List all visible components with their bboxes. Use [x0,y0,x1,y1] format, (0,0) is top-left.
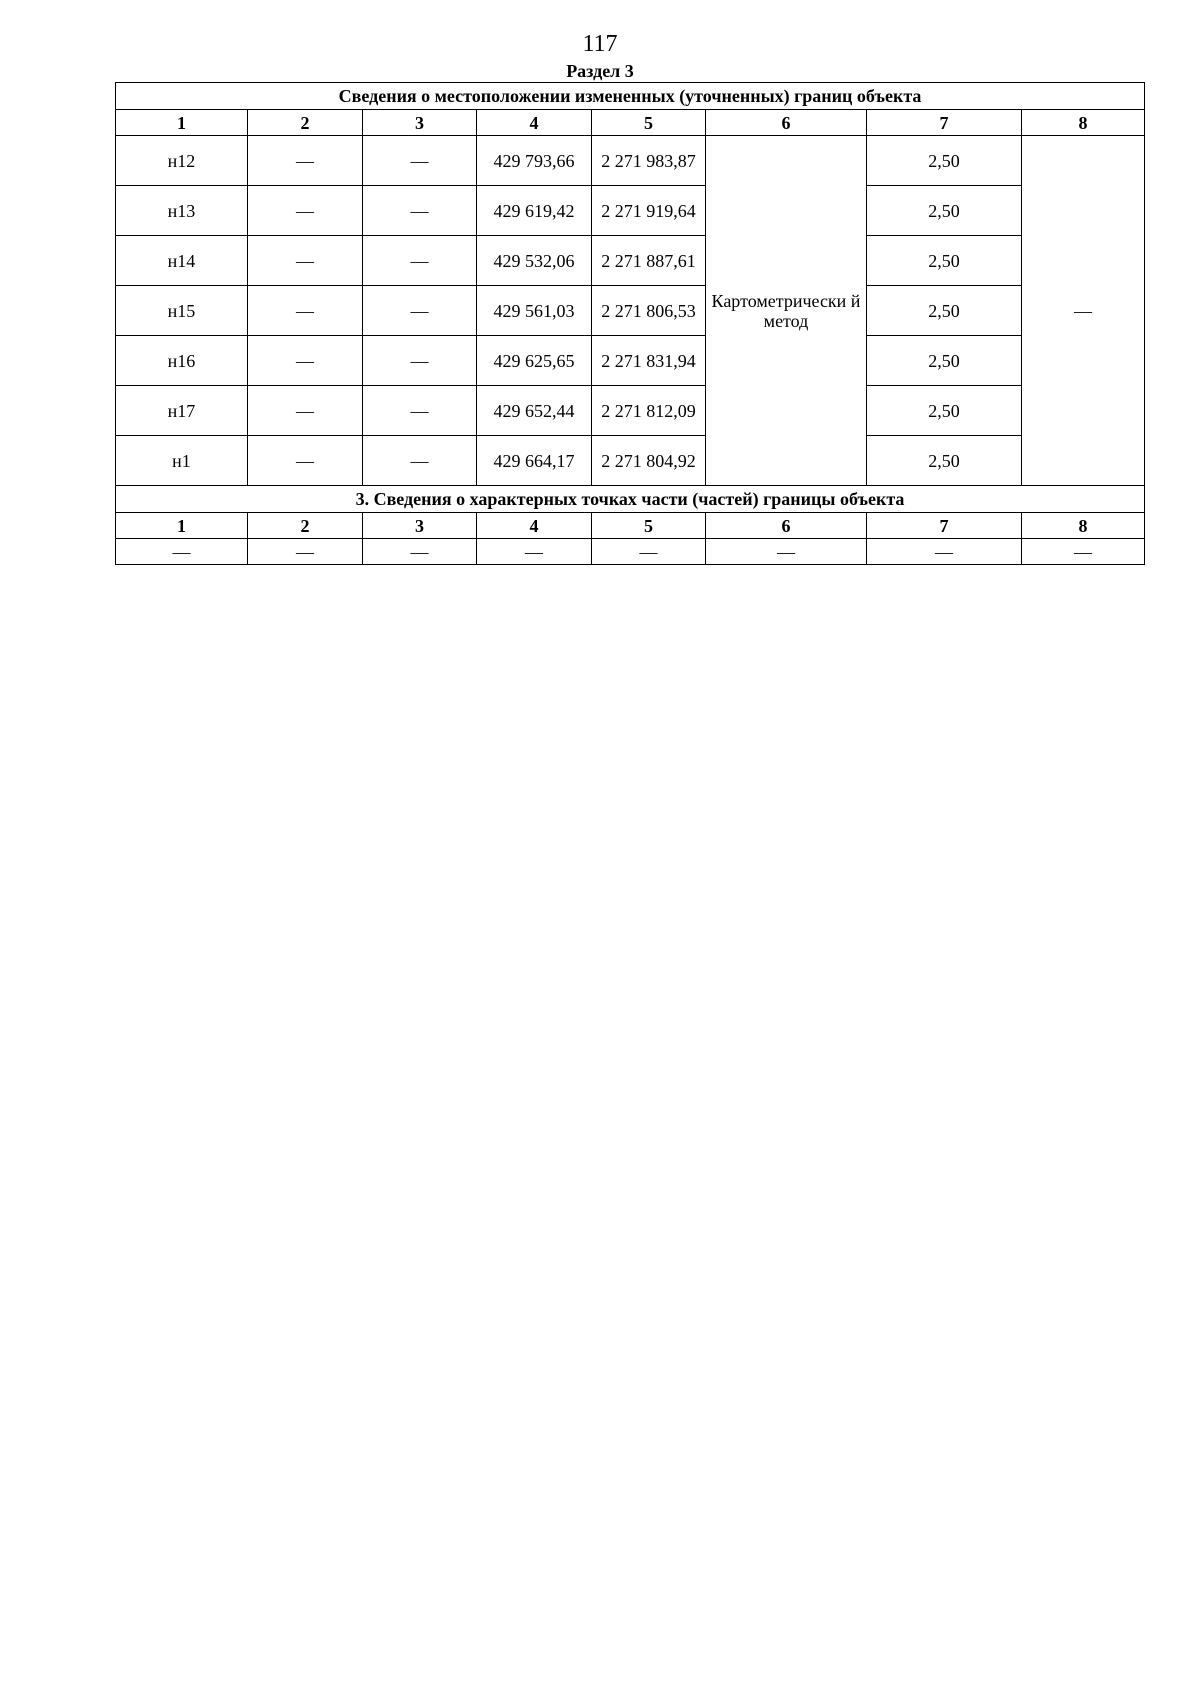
column-header: 6 [706,110,867,136]
accuracy-value: 2,50 [867,136,1022,186]
table-header-row [116,110,1145,136]
column-header: 4 [477,513,592,539]
cell-value: — [116,539,248,565]
cell-value: — [706,539,867,565]
column8-value: — [1022,136,1145,486]
cell-value: — [248,539,363,565]
cell-value: — [867,539,1022,565]
coordinate-x: 429 652,44 [477,386,592,436]
section-title: Раздел 3 [566,61,634,81]
cell-value: — [248,236,363,286]
coordinate-x: 429 619,42 [477,186,592,236]
point-name: н15 [116,286,248,336]
point-name: н1 [116,436,248,486]
table-title: Сведения о местоположении измененных (уточненных) границ объекта [116,83,1145,110]
cell-value: — [363,436,477,486]
column-header: 4 [477,110,592,136]
point-name: н13 [116,186,248,236]
column-header: 5 [592,110,706,136]
column-header: 2 [248,513,363,539]
column-header: 7 [867,513,1022,539]
cell-value: — [248,386,363,436]
table-row [116,286,1145,336]
cell-value: — [477,539,592,565]
cell-value: — [248,436,363,486]
page-number: 117 [582,31,618,57]
cell-value: — [248,286,363,336]
coordinate-y: 2 271 887,61 [592,236,706,286]
accuracy-value: 2,50 [867,386,1022,436]
column-header: 5 [592,513,706,539]
coordinate-y: 2 271 804,92 [592,436,706,486]
accuracy-value: 2,50 [867,236,1022,286]
column-header: 3 [363,513,477,539]
table-row [116,336,1145,386]
cell-value: — [363,386,477,436]
cell-value: — [592,539,706,565]
table-row [116,386,1145,436]
coordinate-y: 2 271 806,53 [592,286,706,336]
coordinate-y: 2 271 812,09 [592,386,706,436]
point-name: н17 [116,386,248,436]
accuracy-value: 2,50 [867,436,1022,486]
cell-value: — [248,136,363,186]
table-row [116,136,1145,186]
point-name: н16 [116,336,248,386]
table-row [116,236,1145,286]
cell-value: — [363,336,477,386]
cell-value: — [363,539,477,565]
method-cell: Картометрически й метод [706,136,867,486]
accuracy-value: 2,50 [867,286,1022,336]
coordinate-y: 2 271 983,87 [592,136,706,186]
cell-value: — [363,236,477,286]
cell-value: — [363,286,477,336]
table-row [116,186,1145,236]
column-header: 1 [116,110,248,136]
part-section-title: 3. Сведения о характерных точках части (частей) границы объекта [116,486,1145,513]
cell-value: — [248,186,363,236]
coordinate-x: 429 532,06 [477,236,592,286]
cell-value: — [363,186,477,236]
column-header: 7 [867,110,1022,136]
boundary-table [115,82,1145,565]
column-header: 6 [706,513,867,539]
point-name: н12 [116,136,248,186]
column-header: 8 [1022,110,1145,136]
coordinate-x: 429 793,66 [477,136,592,186]
coordinate-y: 2 271 831,94 [592,336,706,386]
accuracy-value: 2,50 [867,336,1022,386]
coordinate-x: 429 561,03 [477,286,592,336]
column-header: 3 [363,110,477,136]
column-header: 8 [1022,513,1145,539]
point-name: н14 [116,236,248,286]
coordinate-x: 429 625,65 [477,336,592,386]
table-row [116,436,1145,486]
column-header: 1 [116,513,248,539]
cell-value: — [363,136,477,186]
coordinate-x: 429 664,17 [477,436,592,486]
accuracy-value: 2,50 [867,186,1022,236]
column-header: 2 [248,110,363,136]
part-header-row [116,513,1145,539]
table-row [116,539,1145,565]
cell-value: — [1022,539,1145,565]
cell-value: — [248,336,363,386]
coordinate-y: 2 271 919,64 [592,186,706,236]
